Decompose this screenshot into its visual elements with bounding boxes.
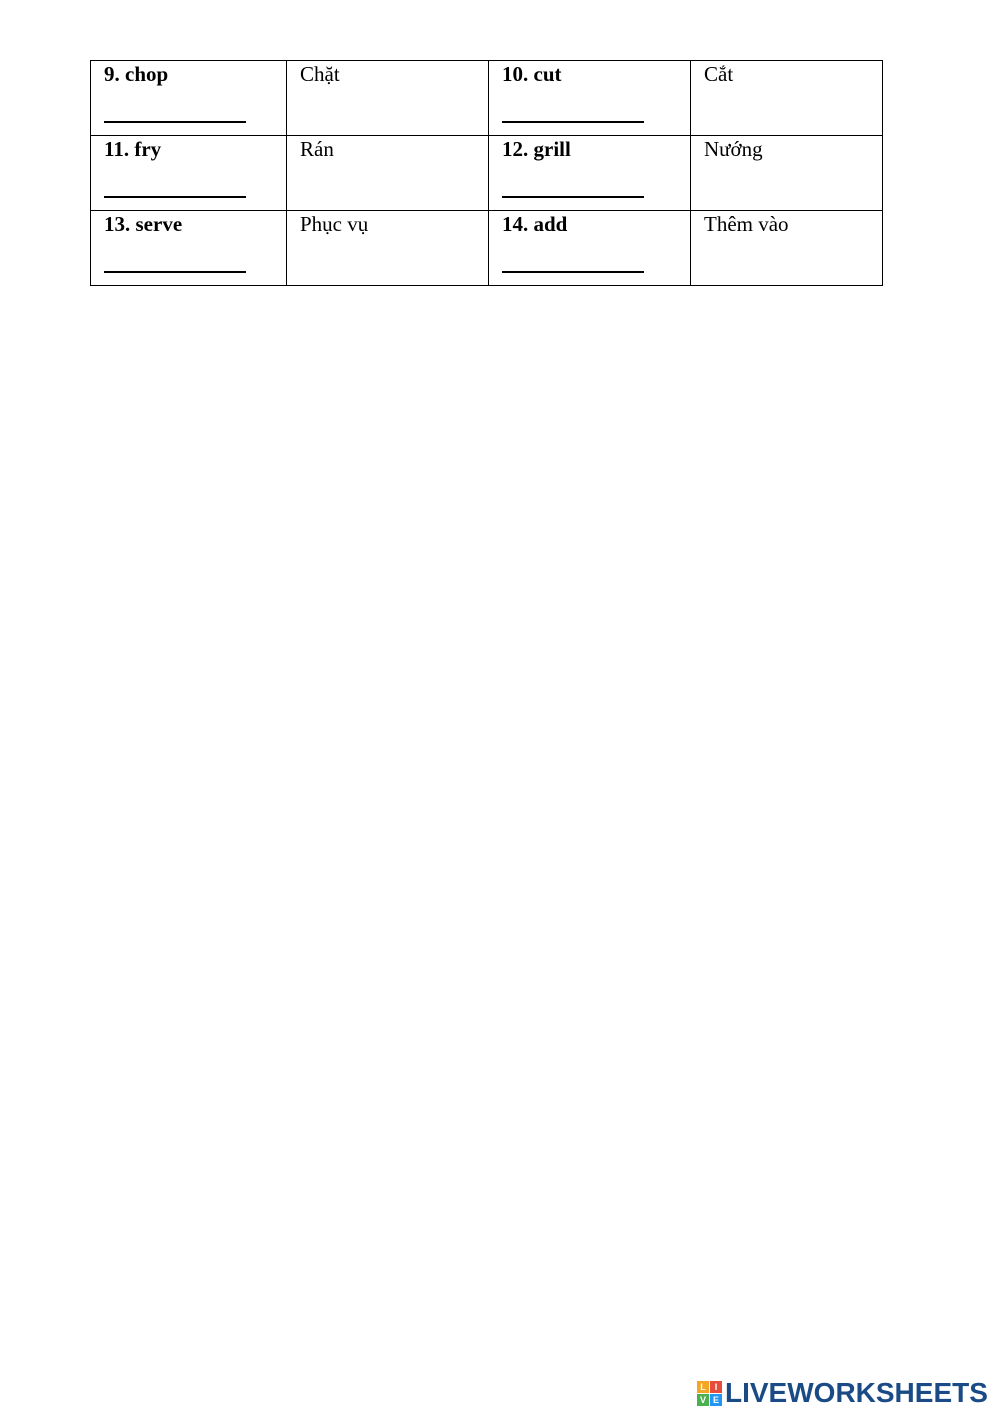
answer-blank[interactable]: [502, 271, 644, 273]
logo-mark-tile: V: [697, 1394, 709, 1406]
logo-mark-tile: L: [697, 1381, 709, 1393]
word-cell: [91, 61, 287, 136]
word-cell: [489, 61, 691, 136]
meaning-label: Cắt: [704, 62, 734, 86]
meaning-cell: [287, 61, 489, 136]
meaning-label: Chặt: [300, 62, 340, 86]
meaning-cell: [287, 136, 489, 211]
word-cell: [91, 136, 287, 211]
meaning-cell: [691, 61, 883, 136]
meaning-label: Phục vụ: [300, 212, 369, 236]
meaning-label: Rán: [300, 137, 334, 161]
word-cell: [489, 211, 691, 286]
word-label: 12. grill: [502, 137, 571, 161]
table-row: [91, 136, 883, 211]
meaning-cell: [691, 211, 883, 286]
word-label: 11. fry: [104, 137, 162, 161]
answer-blank[interactable]: [502, 196, 644, 198]
meaning-cell: [691, 136, 883, 211]
meaning-label: Nướng: [704, 137, 763, 161]
logo-mark-icon: [697, 1381, 722, 1406]
logo-mark-tile: E: [710, 1394, 722, 1406]
answer-blank[interactable]: [502, 121, 644, 123]
table-row: [91, 211, 883, 286]
word-label: 9. chop: [104, 62, 169, 86]
word-label: 13. serve: [104, 212, 183, 236]
meaning-label: Thêm vào: [704, 212, 789, 236]
table-row: [91, 61, 883, 136]
word-label: 10. cut: [502, 62, 562, 86]
word-cell: [91, 211, 287, 286]
meaning-cell: [287, 211, 489, 286]
vocabulary-table: [90, 60, 883, 286]
answer-blank[interactable]: [104, 271, 246, 273]
word-label: 14. add: [502, 212, 568, 236]
word-cell: [489, 136, 691, 211]
logo-mark-tile: I: [710, 1381, 722, 1393]
answer-blank[interactable]: [104, 121, 246, 123]
logo-text: LIVEWORKSHEETS: [725, 1377, 988, 1408]
liveworksheets-logo: [697, 1378, 988, 1408]
answer-blank[interactable]: [104, 196, 246, 198]
